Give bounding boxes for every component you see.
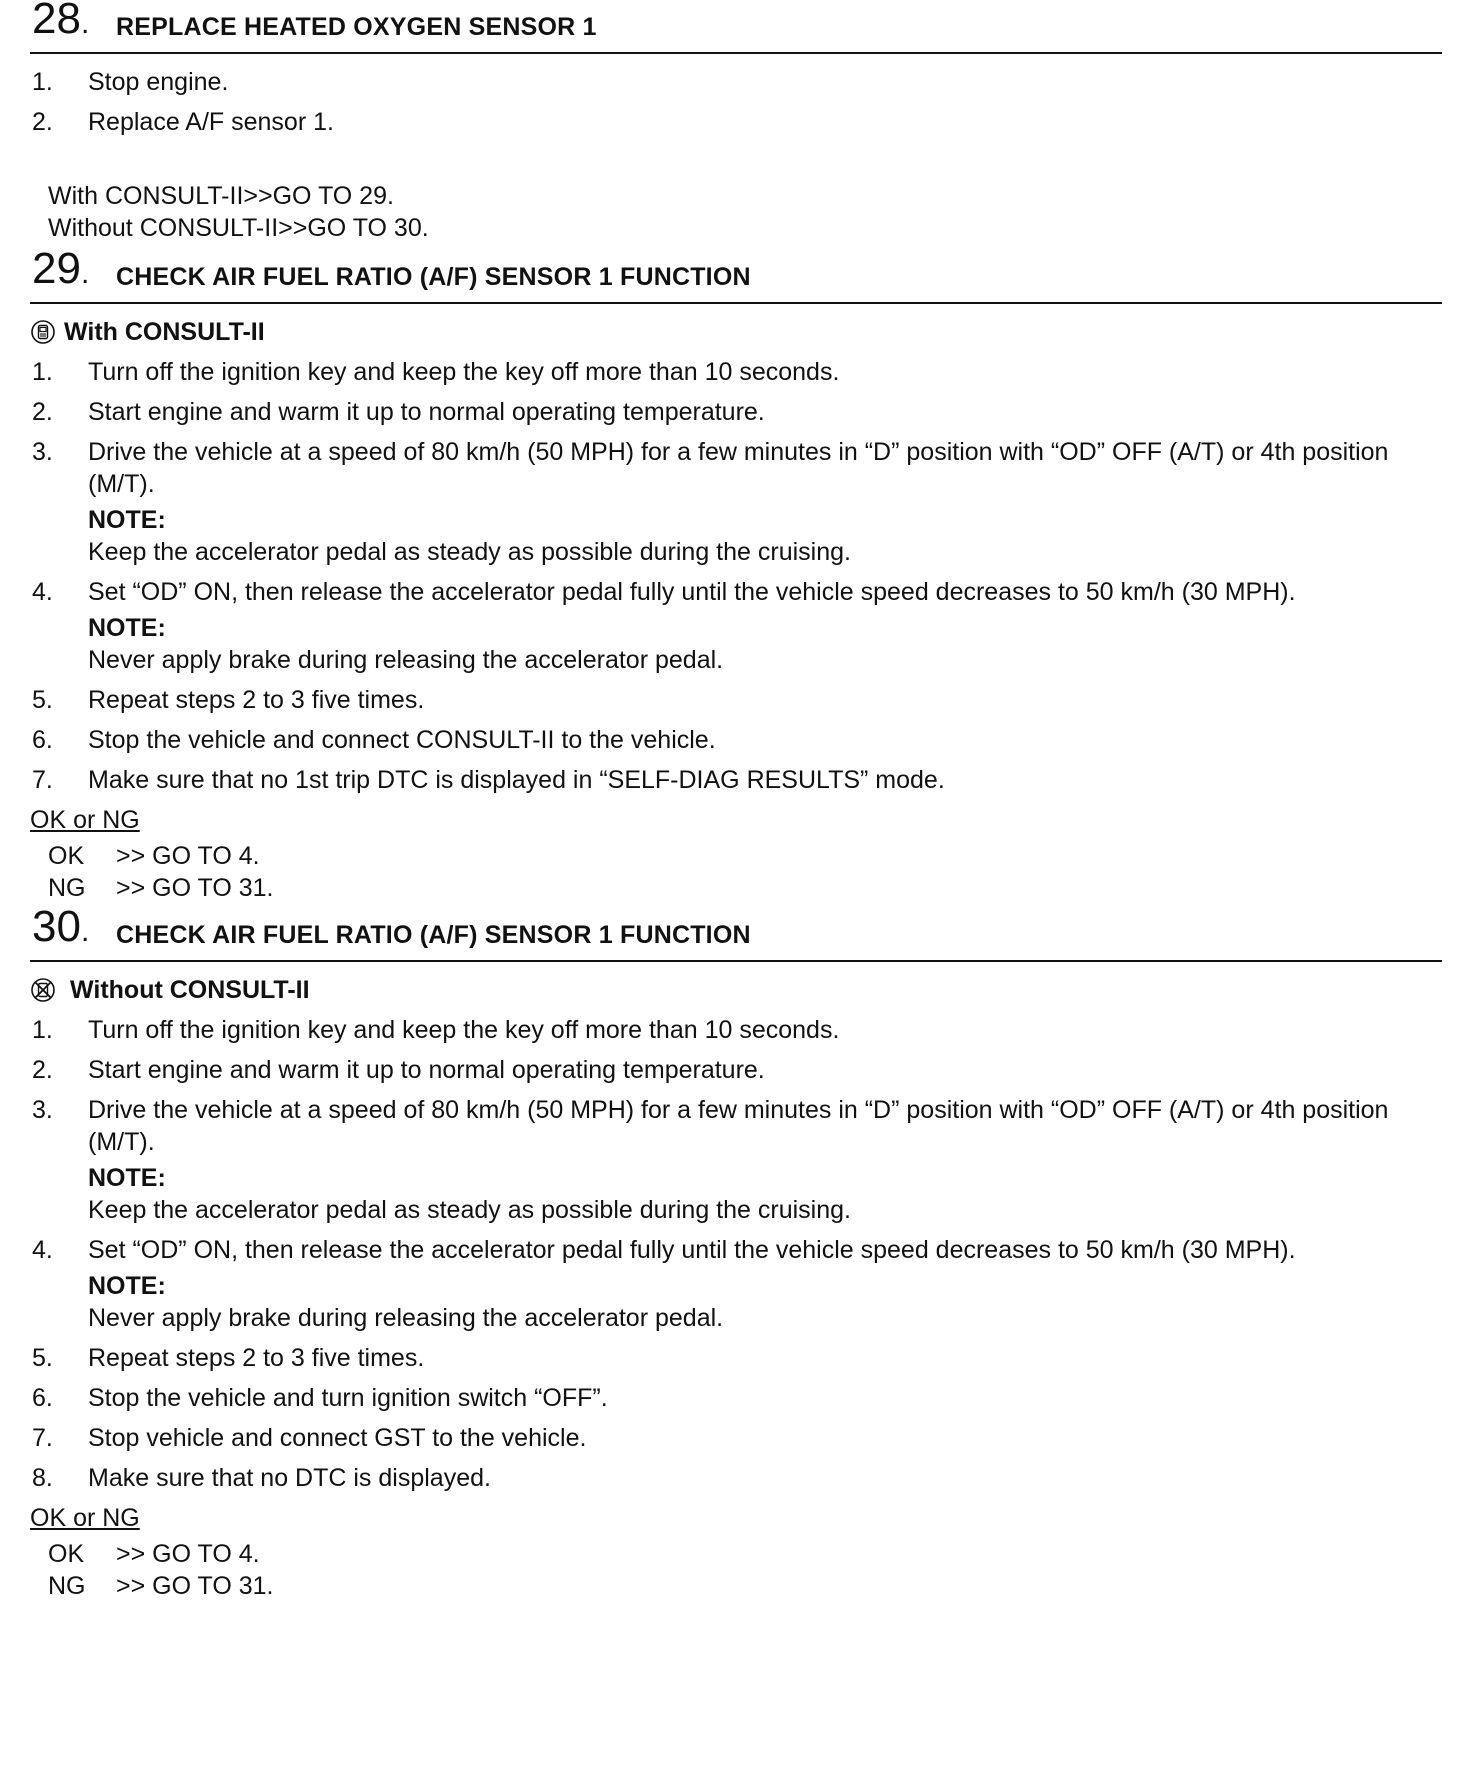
list-item xyxy=(30,66,1442,98)
result-ng xyxy=(30,872,1442,904)
list-item xyxy=(30,1382,1442,1414)
step-number: 7. xyxy=(32,1424,53,1452)
step-number: 4. xyxy=(32,578,53,606)
step-number: 1. xyxy=(32,358,53,386)
result-ok xyxy=(30,840,1442,872)
step-number: 6. xyxy=(32,1384,53,1412)
step-text: Stop engine. xyxy=(88,68,229,96)
list-item xyxy=(30,1462,1442,1494)
section-number-dot: . xyxy=(80,257,90,290)
step-number: 1. xyxy=(32,68,53,96)
result-key: OK xyxy=(48,842,85,870)
section-title: CHECK AIR FUEL RATIO (A/F) SENSOR 1 FUNCTION xyxy=(116,263,751,291)
note-label: NOTE: xyxy=(88,1272,166,1300)
step-number: 2. xyxy=(32,398,53,426)
note-text: Never apply brake during releasing the accelerator pedal. xyxy=(88,646,724,674)
step-list xyxy=(30,356,1442,796)
list-item xyxy=(30,1422,1442,1454)
result-ng xyxy=(30,1570,1442,1602)
section-header xyxy=(30,902,1442,962)
step-number: 7. xyxy=(32,766,53,794)
result-value: >> GO TO 31. xyxy=(116,1572,274,1600)
list-item xyxy=(30,576,1442,676)
step-text: Replace A/F sensor 1. xyxy=(88,108,334,136)
step-number: 3. xyxy=(32,438,53,466)
list-item xyxy=(30,396,1442,428)
step-text: Repeat steps 2 to 3 five times. xyxy=(88,686,425,714)
ok-or-ng-label: OK or NG xyxy=(30,1504,140,1532)
step-number: 5. xyxy=(32,1344,53,1372)
mode-label: Without CONSULT-II xyxy=(70,976,310,1004)
result-ok xyxy=(30,1538,1442,1570)
list-item xyxy=(30,106,1442,138)
section-29 xyxy=(30,244,1442,904)
step-text: Turn off the ignition key and keep the key off more than 10 seconds. xyxy=(88,1016,840,1044)
mode-heading xyxy=(30,316,1442,348)
step-text: Drive the vehicle at a speed of 80 km/h (50 MPH) for a few minutes in “D” position with “OD” OFF (A/T) or 4th position (M/T). xyxy=(88,438,1389,498)
consult-icon xyxy=(30,319,56,345)
list-item xyxy=(30,356,1442,388)
section-title: CHECK AIR FUEL RATIO (A/F) SENSOR 1 FUNCTION xyxy=(116,921,751,949)
section-number-dot: . xyxy=(80,915,90,948)
step-number: 4. xyxy=(32,1236,53,1264)
result-key: NG xyxy=(48,1572,86,1600)
step-text: Set “OD” ON, then release the accelerator pedal fully until the vehicle speed decreases to 50 km/h (30 MPH). xyxy=(88,1236,1296,1264)
result-value: >> GO TO 31. xyxy=(116,874,274,902)
step-text: Start engine and warm it up to normal operating temperature. xyxy=(88,398,765,426)
step-text: Stop vehicle and connect GST to the vehicle. xyxy=(88,1424,587,1452)
section-header xyxy=(30,0,1442,54)
step-text: Stop the vehicle and turn ignition switch “OFF”. xyxy=(88,1384,608,1412)
step-text: Start engine and warm it up to normal operating temperature. xyxy=(88,1056,765,1084)
note-text: Keep the accelerator pedal as steady as possible during the cruising. xyxy=(88,1196,851,1224)
section-title: REPLACE HEATED OXYGEN SENSOR 1 xyxy=(116,13,597,41)
step-number: 2. xyxy=(32,1056,53,1084)
list-item xyxy=(30,1234,1442,1334)
step-list xyxy=(30,66,1442,138)
step-text: Stop the vehicle and connect CONSULT-II to the vehicle. xyxy=(88,726,716,754)
result-value: >> GO TO 4. xyxy=(116,1540,260,1568)
note-text: Keep the accelerator pedal as steady as possible during the cruising. xyxy=(88,538,851,566)
list-item xyxy=(30,1342,1442,1374)
section-30 xyxy=(30,902,1442,1602)
list-item xyxy=(30,1014,1442,1046)
note-text: Never apply brake during releasing the accelerator pedal. xyxy=(88,1304,724,1332)
step-number: 5. xyxy=(32,686,53,714)
result-value: >> GO TO 4. xyxy=(116,842,260,870)
note-label: NOTE: xyxy=(88,1164,166,1192)
note-label: NOTE: xyxy=(88,506,166,534)
step-text: Turn off the ignition key and keep the key off more than 10 seconds. xyxy=(88,358,840,386)
list-item xyxy=(30,764,1442,796)
step-number: 3. xyxy=(32,1096,53,1124)
note-label: NOTE: xyxy=(88,614,166,642)
step-number: 6. xyxy=(32,726,53,754)
ok-or-ng-label: OK or NG xyxy=(30,806,140,834)
list-item xyxy=(30,1054,1442,1086)
step-number: 8. xyxy=(32,1464,53,1492)
result-key: OK xyxy=(48,1540,85,1568)
step-number: 2. xyxy=(32,108,53,136)
result-key: NG xyxy=(48,874,86,902)
step-text: Make sure that no DTC is displayed. xyxy=(88,1464,491,1492)
list-item xyxy=(30,684,1442,716)
section-number: 29 xyxy=(32,244,81,293)
document-page xyxy=(30,0,1442,1602)
list-item xyxy=(30,436,1442,568)
mode-label: With CONSULT-II xyxy=(64,318,265,346)
list-item xyxy=(30,1094,1442,1226)
no-consult-icon xyxy=(30,977,56,1003)
step-text: Repeat steps 2 to 3 five times. xyxy=(88,1344,425,1372)
list-item xyxy=(30,724,1442,756)
step-text: Set “OD” ON, then release the accelerator pedal fully until the vehicle speed decreases to 50 km/h (30 MPH). xyxy=(88,578,1296,606)
step-number: 1. xyxy=(32,1016,53,1044)
step-text: Drive the vehicle at a speed of 80 km/h (50 MPH) for a few minutes in “D” position with “OD” OFF (A/T) or 4th position (M/T). xyxy=(88,1096,1389,1156)
section-number: 30 xyxy=(32,902,81,951)
step-list xyxy=(30,1014,1442,1494)
mode-heading xyxy=(30,974,1442,1006)
goto-line: Without CONSULT-II>>GO TO 30. xyxy=(48,214,429,242)
section-header xyxy=(30,244,1442,304)
section-number: 28 xyxy=(32,0,81,43)
step-text: Make sure that no 1st trip DTC is displayed in “SELF-DIAG RESULTS” mode. xyxy=(88,766,945,794)
goto-line: With CONSULT-II>>GO TO 29. xyxy=(48,182,394,210)
section-number-dot: . xyxy=(80,7,90,40)
section-28 xyxy=(30,0,1442,244)
